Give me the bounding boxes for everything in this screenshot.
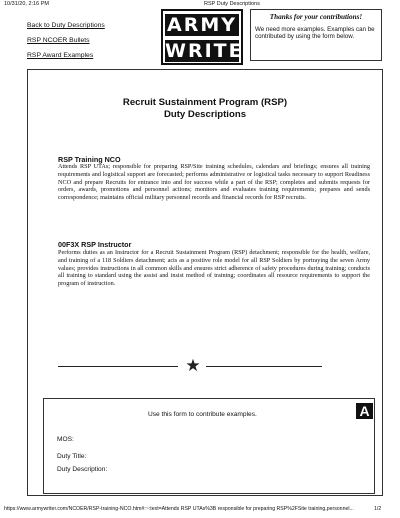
print-header (4, 1, 396, 9)
section-title-rsp-training-nco: RSP Training NCO (58, 155, 121, 164)
form-instruction: Use this form to contribute examples. (148, 411, 257, 418)
nav-link-duty-descriptions[interactable]: Back to Duty Descriptions (27, 22, 105, 29)
print-page-title: RSP Duty Descriptions (204, 1, 260, 7)
page-subtitle: Duty Descriptions (163, 109, 247, 120)
section-title-rsp-instructor: 00F3X RSP Instructor (58, 240, 132, 249)
army-writer-a-icon: A (356, 403, 373, 419)
logo-word-writer: WRITER (165, 40, 261, 62)
army-writer-logo[interactable] (161, 9, 261, 65)
print-timestamp: 10/31/20, 2:16 PM (4, 1, 49, 7)
nav-link-rsp-award-examples[interactable]: RSP Award Examples (27, 52, 94, 59)
contribution-heading: Thanks for your contributions! (269, 13, 363, 21)
side-nav (27, 22, 147, 67)
section-body-rsp-training-nco: Attends RSP UTAs; responsible for preparing RSP/Site training schedules, calendars and briefings; ensures all training requirements and logistical support are forecasted; performs administrative or logistical tasks necessary to support Readiness NCO and prepare Recruits for entrance into and for success while a part of the RSP; completes and submits requests for orders, awards, promotions and personnel actions; monitors and evaluates training requirements; prepares and sends correspondence; maintains official military personnel records and financial records for RSP recruits. (58, 163, 370, 202)
star-icon: ★ (185, 356, 201, 375)
print-page-number: 1/2 (374, 506, 382, 512)
divider-left (58, 366, 178, 367)
duty-description-field-label[interactable]: Duty Description: (57, 466, 108, 473)
print-footer-url: https://www.armywriter.com/NCOER/RSP-training-NCO.htm#:~:text=Attends RSP UTAs%3B responsible for preparing RSP%2FSite training,personnel... (4, 506, 354, 512)
nav-link-rsp-ncoer-bullets[interactable]: RSP NCOER Bullets (27, 37, 90, 44)
logo-word-army: ARMY (166, 14, 237, 36)
divider-right (206, 366, 322, 367)
contribution-text: We need more examples. Examples can be contributed by using the form below. (255, 26, 375, 41)
page-title: Recruit Sustainment Program (RSP) (122, 97, 288, 108)
section-body-rsp-instructor: Performs duties as an Instructor for a Recruit Sustainment Program (RSP) detachment; responsible for the health, welfare, and training of a 118 Soldiers detachment; acts as a positive role model for all RSP Soldiers by portraying the seven Army values; provides instructions in all common skills and ensures strict adherence of safety procedures during training; conducts all training to standard using the assist and insist method of training; coordinates all resource requirements to support the program of instruction. (58, 249, 370, 288)
mos-field-label[interactable]: MOS: (57, 436, 74, 443)
contribution-box (250, 9, 382, 61)
duty-title-field-label[interactable]: Duty Title: (57, 453, 87, 460)
